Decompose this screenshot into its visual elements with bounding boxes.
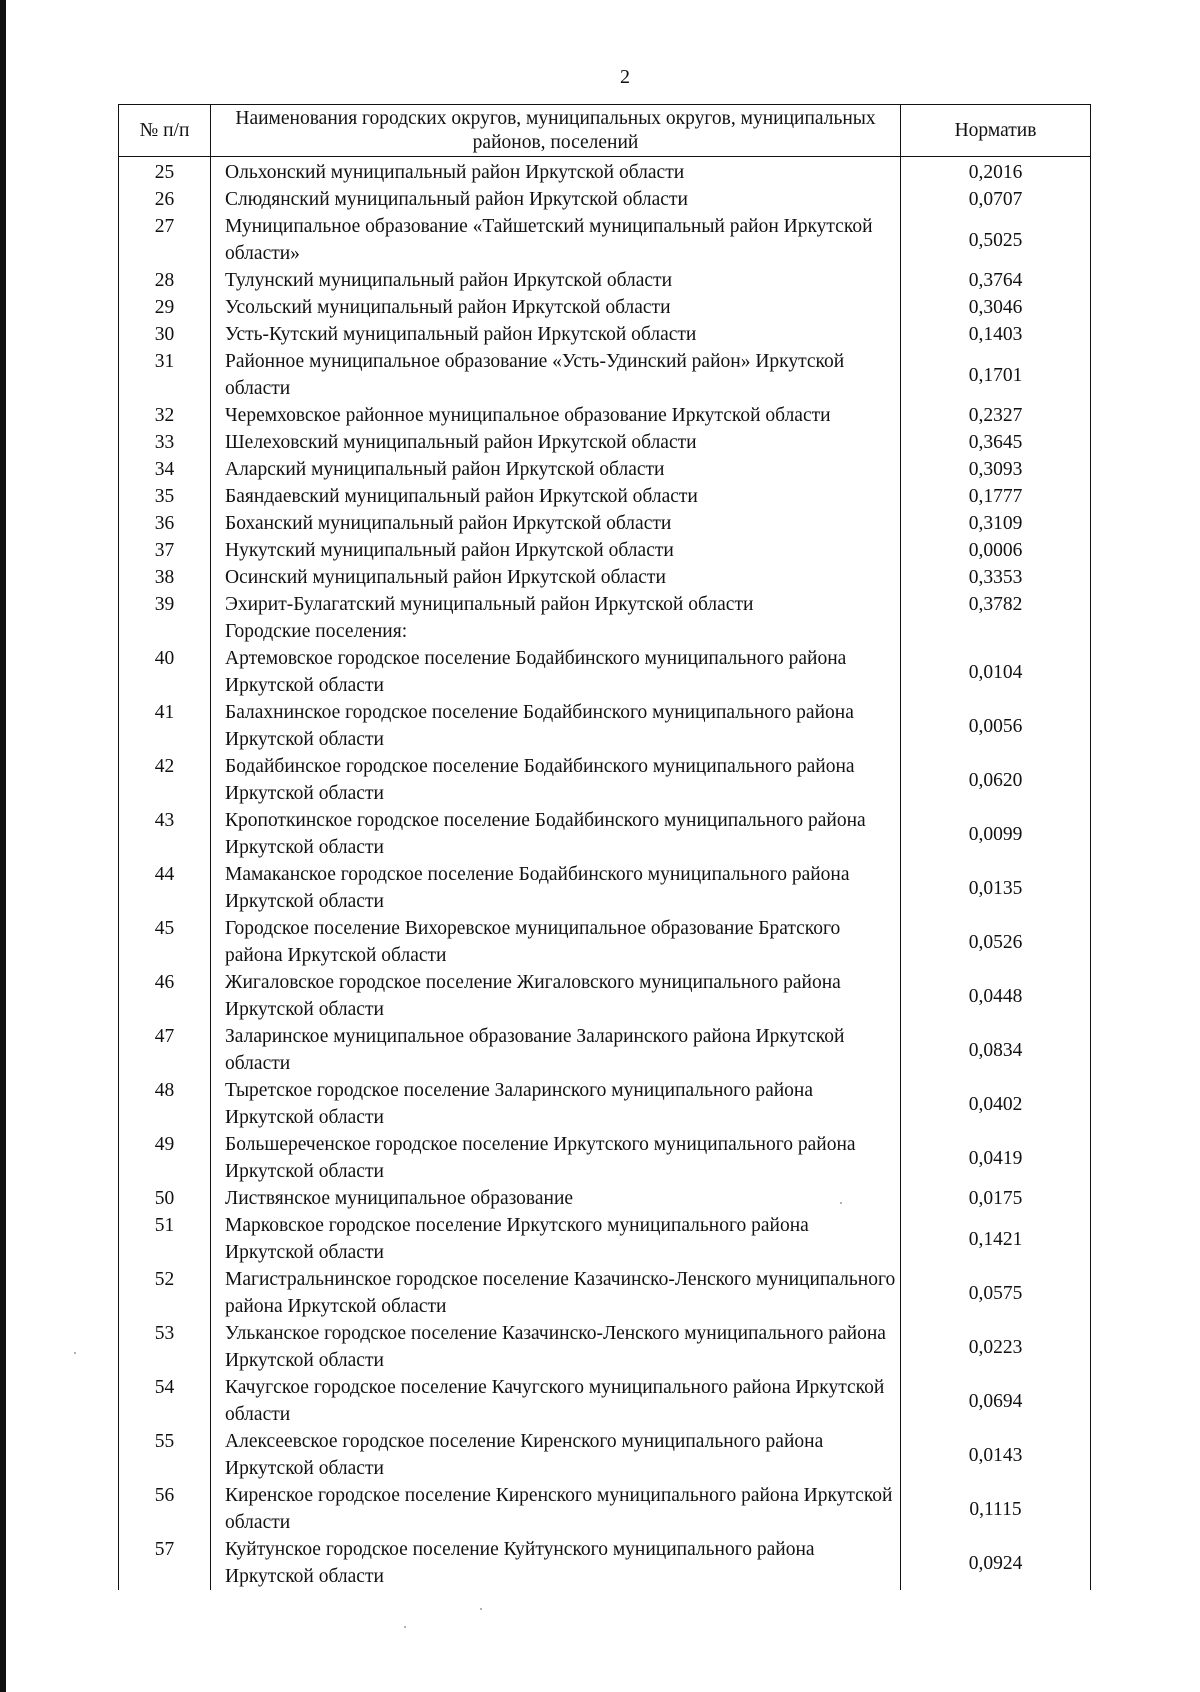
table-row	[119, 157, 1091, 187]
row-number: 35	[119, 483, 211, 510]
row-number: 53	[119, 1320, 211, 1374]
row-name: Нукутский муниципальный район Иркутской области	[211, 537, 901, 564]
row-number: 49	[119, 1131, 211, 1185]
row-number: 30	[119, 321, 211, 348]
row-number: 41	[119, 699, 211, 753]
row-number: 45	[119, 915, 211, 969]
row-name: Магистральнинское городское поселение Казачинско-Ленского муниципального района Иркутской области	[211, 1266, 901, 1320]
row-value: 0,2016	[901, 157, 1091, 187]
row-value: 0,0175	[901, 1185, 1091, 1212]
row-value: 0,0143	[901, 1428, 1091, 1482]
page-number: 2	[620, 66, 630, 88]
row-value: 0,0099	[901, 807, 1091, 861]
table-row	[119, 564, 1091, 591]
row-name: Киренское городское поселение Киренского муниципального района Иркутской области	[211, 1482, 901, 1536]
row-value: 0,1403	[901, 321, 1091, 348]
row-number: 38	[119, 564, 211, 591]
scan-speck	[840, 1202, 842, 1204]
row-name: Баяндаевский муниципальный район Иркутской области	[211, 483, 901, 510]
table-row	[119, 861, 1091, 915]
row-value: 0,0620	[901, 753, 1091, 807]
table-row	[119, 753, 1091, 807]
row-name: Листвянское муниципальное образование	[211, 1185, 901, 1212]
row-number: 46	[119, 969, 211, 1023]
row-number: 47	[119, 1023, 211, 1077]
row-value: 0,0223	[901, 1320, 1091, 1374]
row-value: 0,0924	[901, 1536, 1091, 1590]
row-name: Куйтунское городское поселение Куйтунского муниципального района Иркутской области	[211, 1536, 901, 1590]
row-number: 43	[119, 807, 211, 861]
row-value: 0,0402	[901, 1077, 1091, 1131]
row-name: Ульканское городское поселение Казачинско-Ленского муниципального района Иркутской области	[211, 1320, 901, 1374]
table-row	[119, 618, 1091, 645]
row-number: 48	[119, 1077, 211, 1131]
row-number: 29	[119, 294, 211, 321]
row-number: 55	[119, 1428, 211, 1482]
row-number: 31	[119, 348, 211, 402]
row-number: 39	[119, 591, 211, 618]
table-header-row	[119, 105, 1091, 157]
row-number: 25	[119, 157, 211, 187]
row-name: Муниципальное образование «Тайшетский муниципальный район Иркутской области»	[211, 213, 901, 267]
row-value: 0,0006	[901, 537, 1091, 564]
table-row	[119, 1077, 1091, 1131]
row-number: 36	[119, 510, 211, 537]
row-name: Аларский муниципальный район Иркутской области	[211, 456, 901, 483]
row-number: 26	[119, 186, 211, 213]
header-name: Наименования городских округов, муниципальных округов, муниципальных районов, поселений	[211, 105, 901, 157]
row-value: 0,0694	[901, 1374, 1091, 1428]
row-number: 33	[119, 429, 211, 456]
table-row	[119, 645, 1091, 699]
row-value: 0,0448	[901, 969, 1091, 1023]
row-number: 40	[119, 645, 211, 699]
row-number: 50	[119, 1185, 211, 1212]
table-row	[119, 1428, 1091, 1482]
row-name: Марковское городское поселение Иркутского муниципального района Иркутской области	[211, 1212, 901, 1266]
row-name: Бодайбинское городское поселение Бодайбинского муниципального района Иркутской области	[211, 753, 901, 807]
header-number: № п/п	[119, 105, 211, 157]
row-number	[119, 618, 211, 645]
row-name: Усольский муниципальный район Иркутской области	[211, 294, 901, 321]
row-value: 0,0834	[901, 1023, 1091, 1077]
row-value: 0,3093	[901, 456, 1091, 483]
table-row	[119, 186, 1091, 213]
row-value	[901, 618, 1091, 645]
table-row	[119, 348, 1091, 402]
row-number: 54	[119, 1374, 211, 1428]
row-number: 56	[119, 1482, 211, 1536]
row-number: 57	[119, 1536, 211, 1590]
row-number: 52	[119, 1266, 211, 1320]
row-name: Боханский муниципальный район Иркутской области	[211, 510, 901, 537]
row-name: Кропоткинское городское поселение Бодайбинского муниципального района Иркутской области	[211, 807, 901, 861]
row-name: Мамаканское городское поселение Бодайбинского муниципального района Иркутской области	[211, 861, 901, 915]
row-number: 37	[119, 537, 211, 564]
row-name: Жигаловское городское поселение Жигаловского муниципального района Иркутской области	[211, 969, 901, 1023]
row-value: 0,3764	[901, 267, 1091, 294]
row-name: Шелеховский муниципальный район Иркутской области	[211, 429, 901, 456]
table-row	[119, 1185, 1091, 1212]
table-row	[119, 294, 1091, 321]
scan-speck	[480, 1608, 482, 1610]
table-row	[119, 969, 1091, 1023]
table-row	[119, 1482, 1091, 1536]
norm-table	[118, 104, 1091, 1590]
row-value: 0,3046	[901, 294, 1091, 321]
row-value: 0,0135	[901, 861, 1091, 915]
table-row	[119, 429, 1091, 456]
row-value: 0,3782	[901, 591, 1091, 618]
scan-speck	[74, 1352, 76, 1354]
table-row	[119, 483, 1091, 510]
table-row	[119, 213, 1091, 267]
row-name: Усть-Кутский муниципальный район Иркутской области	[211, 321, 901, 348]
row-name: Слюдянский муниципальный район Иркутской области	[211, 186, 901, 213]
row-name: Заларинское муниципальное образование Заларинского района Иркутской области	[211, 1023, 901, 1077]
row-name: Городское поселение Вихоревское муниципальное образование Братского района Иркутской области	[211, 915, 901, 969]
row-name: Эхирит-Булагатский муниципальный район Иркутской области	[211, 591, 901, 618]
row-name: Качугское городское поселение Качугского муниципального района Иркутской области	[211, 1374, 901, 1428]
table-body	[119, 157, 1091, 1591]
table-row	[119, 267, 1091, 294]
row-value: 0,0707	[901, 186, 1091, 213]
row-number: 44	[119, 861, 211, 915]
row-name: Черемховское районное муниципальное образование Иркутской области	[211, 402, 901, 429]
row-number: 51	[119, 1212, 211, 1266]
row-value: 0,0526	[901, 915, 1091, 969]
table-row	[119, 1320, 1091, 1374]
table-row	[119, 1212, 1091, 1266]
table-row	[119, 1536, 1091, 1590]
table-row	[119, 456, 1091, 483]
row-value: 0,0575	[901, 1266, 1091, 1320]
row-name: Тыретское городское поселение Заларинского муниципального района Иркутской области	[211, 1077, 901, 1131]
row-name: Тулунский муниципальный район Иркутской области	[211, 267, 901, 294]
scan-edge-shadow	[0, 0, 6, 1692]
table-row	[119, 402, 1091, 429]
row-name: Алексеевское городское поселение Киренского муниципального района Иркутской области	[211, 1428, 901, 1482]
scan-speck	[404, 1626, 406, 1628]
row-value: 0,2327	[901, 402, 1091, 429]
row-value: 0,3645	[901, 429, 1091, 456]
row-name: Городские поселения:	[211, 618, 901, 645]
table-row	[119, 807, 1091, 861]
table-row	[119, 1374, 1091, 1428]
row-value: 0,3109	[901, 510, 1091, 537]
row-value: 0,3353	[901, 564, 1091, 591]
row-value: 0,1421	[901, 1212, 1091, 1266]
table-row	[119, 1131, 1091, 1185]
row-value: 0,0419	[901, 1131, 1091, 1185]
row-value: 0,1777	[901, 483, 1091, 510]
row-name: Балахнинское городское поселение Бодайбинского муниципального района Иркутской области	[211, 699, 901, 753]
table-row	[119, 591, 1091, 618]
row-number: 42	[119, 753, 211, 807]
row-number: 28	[119, 267, 211, 294]
row-name: Ольхонский муниципальный район Иркутской области	[211, 157, 901, 187]
table-row	[119, 699, 1091, 753]
table-row	[119, 1266, 1091, 1320]
row-name: Большереченское городское поселение Иркутского муниципального района Иркутской области	[211, 1131, 901, 1185]
table-row	[119, 510, 1091, 537]
header-norm: Норматив	[901, 105, 1091, 157]
row-value: 0,1701	[901, 348, 1091, 402]
table-row	[119, 537, 1091, 564]
row-name: Артемовское городское поселение Бодайбинского муниципального района Иркутской области	[211, 645, 901, 699]
table-row	[119, 915, 1091, 969]
row-number: 34	[119, 456, 211, 483]
row-value: 0,0104	[901, 645, 1091, 699]
table-row	[119, 1023, 1091, 1077]
row-value: 0,0056	[901, 699, 1091, 753]
row-name: Осинский муниципальный район Иркутской области	[211, 564, 901, 591]
row-value: 0,5025	[901, 213, 1091, 267]
row-number: 27	[119, 213, 211, 267]
table-row	[119, 321, 1091, 348]
row-number: 32	[119, 402, 211, 429]
row-name: Районное муниципальное образование «Усть-Удинский район» Иркутской области	[211, 348, 901, 402]
row-value: 0,1115	[901, 1482, 1091, 1536]
